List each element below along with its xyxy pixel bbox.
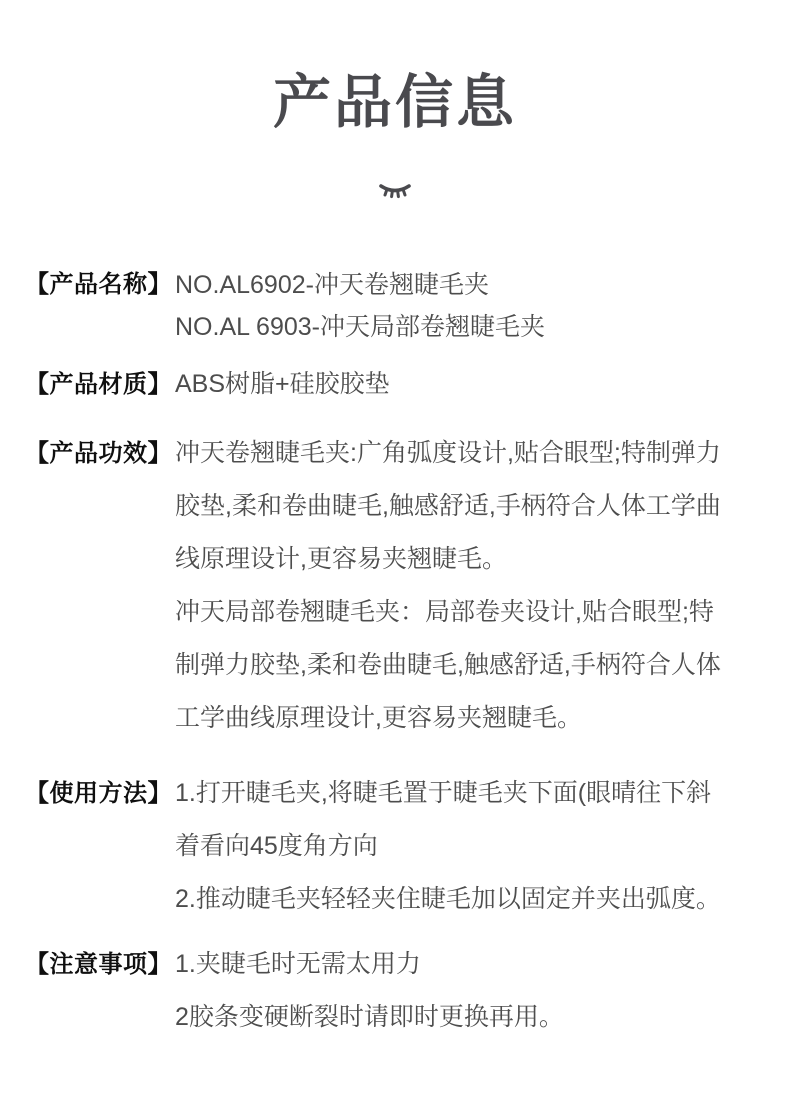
text-line: NO.AL 6903-冲天局部卷翘睫毛夹 (175, 313, 545, 341)
section-content (175, 427, 760, 745)
text-line: 1.打开睫毛夹,将睫毛置于睫毛夹下面(眼晴往下斜 (175, 779, 712, 807)
section-content (175, 938, 760, 1044)
text-line: 1.夹睫毛时无需太用力 (175, 950, 421, 978)
section-effects (25, 427, 760, 745)
text-line: 胶垫,柔和卷曲睫毛,触感舒适,手柄符合人体工学曲 (175, 492, 721, 520)
text-line: 冲天卷翘睫毛夹:广角弧度设计,贴合眼型;特制弹力 (175, 439, 721, 467)
text-line: ABS树脂+硅胶胶垫 (175, 370, 390, 398)
eyelash-icon (0, 182, 790, 200)
section-label: 【注意事项】 (25, 951, 172, 978)
text-line: 着看向45度角方向 (175, 832, 378, 860)
section-content (175, 358, 760, 411)
text-line: 工学曲线原理设计,更容易夹翘睫毛。 (175, 704, 582, 732)
section-label: 【产品名称】 (25, 271, 172, 298)
text-line: 线原理设计,更容易夹翘睫毛。 (175, 545, 507, 573)
text-line: 冲天局部卷翘睫毛夹：局部卷夹设计,贴合眼型;特 (175, 598, 714, 626)
section-product-name (25, 264, 760, 348)
section-label: 【产品功效】 (25, 440, 172, 467)
text-line: 2胶条变硬断裂时请即时更换再用。 (175, 1003, 564, 1031)
section-content (175, 767, 760, 926)
section-usage (25, 767, 760, 926)
section-label: 【使用方法】 (25, 780, 172, 807)
text-line: 2.推动睫毛夹轻轻夹住睫毛加以固定并夹出弧度。 (175, 885, 721, 913)
section-label: 【产品材质】 (25, 371, 172, 398)
text-line: NO.AL6902-冲天卷翘睫毛夹 (175, 271, 489, 299)
section-material (25, 358, 760, 411)
section-notes (25, 938, 760, 1044)
page-title: 产品信息 (272, 70, 517, 135)
text-line: 制弹力胶垫,柔和卷曲睫毛,触感舒适,手柄符合人体 (175, 651, 721, 679)
section-content (175, 264, 760, 348)
product-info-list (0, 264, 790, 1044)
